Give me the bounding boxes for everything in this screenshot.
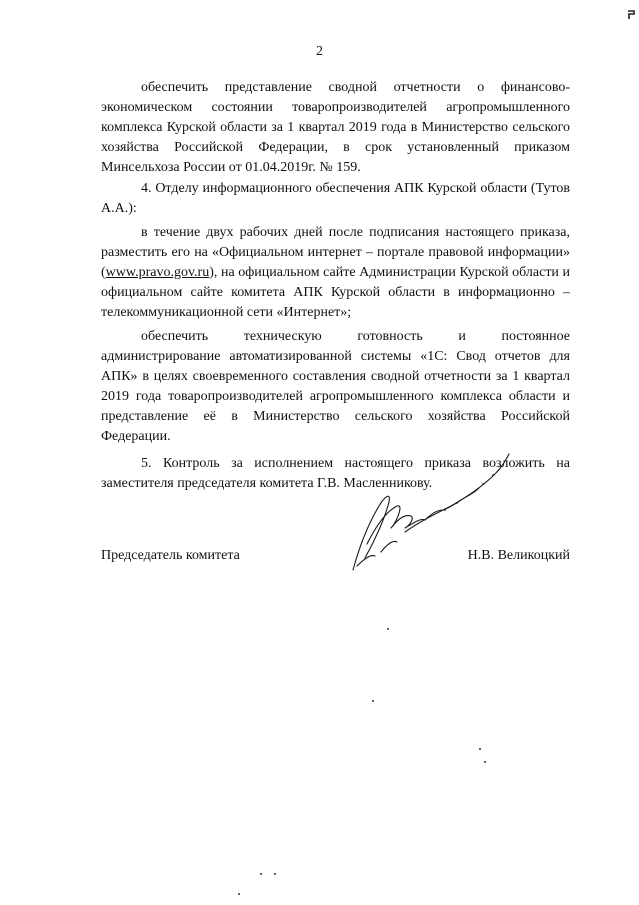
scan-speck — [274, 873, 276, 875]
paragraph-publication — [101, 223, 570, 323]
scan-speck — [260, 873, 262, 875]
pravo-link[interactable]: www.pravo.gov.ru — [105, 265, 210, 280]
paragraph-financial-reporting: обеспечить представление сводной отчетности о финансово-экономическом состоянии товаропроизводителей агропромышленного комплекса Курской области за 1 квартал 2019 года в Министерство сельского хозяйства Российской Федерации, в срок установленный приказом Минсельхоза России от 01.04.2019г. № 159. — [101, 80, 570, 175]
document-body — [101, 78, 570, 494]
scan-speck — [238, 893, 240, 895]
corner-mark-icon — [627, 10, 635, 20]
signatory-role: Председатель комитета — [101, 548, 240, 563]
scan-speck — [372, 700, 374, 702]
scan-speck — [479, 748, 481, 750]
publication-text-end: ), на официальном сайте Администрации Курской области и официальном сайте комитета АПК Курской области в информационно – телекоммуникационной сети «Интернет»; — [101, 265, 570, 320]
paragraph-item-4: 4. Отделу информационного обеспечения АПК Курской области (Тутов А.А.): — [101, 181, 570, 216]
scan-speck — [387, 628, 389, 630]
signatory-name: Н.В. Великоцкий — [467, 548, 570, 563]
paragraph-administration-line1: обеспечить техническую готовность и постоянное — [141, 329, 570, 344]
publication-text-start: в течение двух рабочих дней после подписания настоящего приказа, разместить его на «Официальном интернет – портале правовой информации» ( — [101, 225, 570, 280]
paragraph-item-5: 5. Контроль за исполнением настоящего приказа возложить на заместителя председателя комитета Г.В. Масленникову. — [101, 456, 570, 491]
paragraph-administration: администрирование автоматизированной системы «1С: Свод отчетов для АПК» в целях своевременного составления сводной отчетности за 1 квартал 2019 года товаропроизводителей агропромышленного комплекса области и представление её в Министерство сельского хозяйства Российской Федерации. — [101, 349, 570, 444]
scan-speck — [484, 761, 486, 763]
page-number: 2 — [316, 44, 323, 59]
